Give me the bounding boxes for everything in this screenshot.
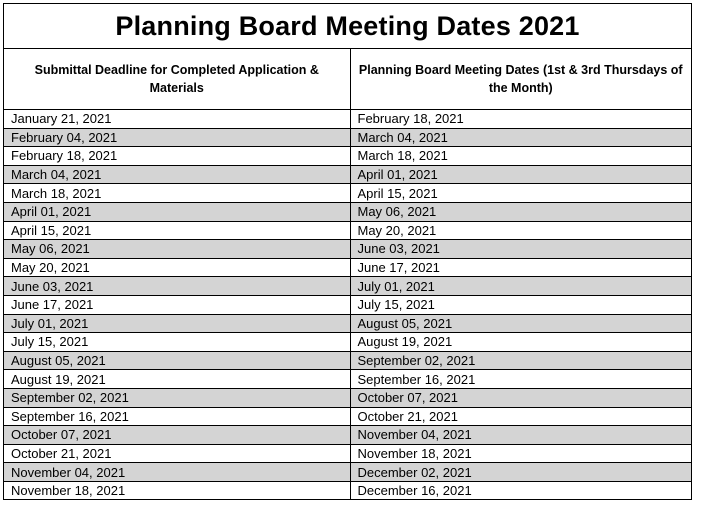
deadline-cell: May 06, 2021 (4, 240, 351, 259)
table-body (4, 110, 692, 500)
table-row (4, 202, 692, 221)
table-row (4, 184, 692, 203)
meeting-date-cell: March 18, 2021 (350, 147, 692, 166)
deadline-cell: November 04, 2021 (4, 463, 351, 482)
deadline-cell: August 05, 2021 (4, 351, 351, 370)
deadline-cell: October 07, 2021 (4, 426, 351, 445)
meeting-date-cell: September 16, 2021 (350, 370, 692, 389)
meeting-dates-table (3, 3, 692, 500)
deadline-cell: February 18, 2021 (4, 147, 351, 166)
page-title: Planning Board Meeting Dates 2021 (4, 4, 692, 49)
meeting-date-cell: November 18, 2021 (350, 444, 692, 463)
meeting-date-cell: July 01, 2021 (350, 277, 692, 296)
deadline-cell: September 16, 2021 (4, 407, 351, 426)
table-row (4, 128, 692, 147)
table-row (4, 351, 692, 370)
table-row (4, 147, 692, 166)
column-header-meeting: Planning Board Meeting Dates (1st & 3rd Thursdays of the Month) (350, 49, 692, 110)
table-row (4, 314, 692, 333)
meeting-date-cell: April 15, 2021 (350, 184, 692, 203)
deadline-cell: July 01, 2021 (4, 314, 351, 333)
meeting-date-cell: October 07, 2021 (350, 388, 692, 407)
meeting-date-cell: July 15, 2021 (350, 295, 692, 314)
meeting-date-cell: August 19, 2021 (350, 333, 692, 352)
table-row (4, 277, 692, 296)
deadline-cell: May 20, 2021 (4, 258, 351, 277)
meeting-date-cell: April 01, 2021 (350, 165, 692, 184)
meeting-date-cell: December 16, 2021 (350, 481, 692, 500)
table-row (4, 258, 692, 277)
deadline-cell: April 01, 2021 (4, 202, 351, 221)
deadline-cell: April 15, 2021 (4, 221, 351, 240)
meeting-date-cell: June 03, 2021 (350, 240, 692, 259)
title-row (4, 4, 692, 49)
table-row (4, 463, 692, 482)
deadline-cell: January 21, 2021 (4, 110, 351, 129)
deadline-cell: July 15, 2021 (4, 333, 351, 352)
meeting-date-cell: February 18, 2021 (350, 110, 692, 129)
meeting-date-cell: August 05, 2021 (350, 314, 692, 333)
deadline-cell: June 17, 2021 (4, 295, 351, 314)
meeting-date-cell: May 20, 2021 (350, 221, 692, 240)
deadline-cell: March 18, 2021 (4, 184, 351, 203)
header-row (4, 49, 692, 110)
table-row (4, 295, 692, 314)
table-row (4, 388, 692, 407)
table-row (4, 221, 692, 240)
column-header-deadline: Submittal Deadline for Completed Application & Materials (4, 49, 351, 110)
table-row (4, 426, 692, 445)
deadline-cell: March 04, 2021 (4, 165, 351, 184)
meeting-date-cell: June 17, 2021 (350, 258, 692, 277)
table-row (4, 110, 692, 129)
deadline-cell: August 19, 2021 (4, 370, 351, 389)
table-row (4, 165, 692, 184)
deadline-cell: September 02, 2021 (4, 388, 351, 407)
table-row (4, 333, 692, 352)
meeting-dates-sheet (3, 3, 692, 500)
table-row (4, 444, 692, 463)
meeting-date-cell: November 04, 2021 (350, 426, 692, 445)
table-row (4, 240, 692, 259)
table-row (4, 370, 692, 389)
meeting-date-cell: October 21, 2021 (350, 407, 692, 426)
meeting-date-cell: September 02, 2021 (350, 351, 692, 370)
deadline-cell: November 18, 2021 (4, 481, 351, 500)
deadline-cell: October 21, 2021 (4, 444, 351, 463)
deadline-cell: June 03, 2021 (4, 277, 351, 296)
deadline-cell: February 04, 2021 (4, 128, 351, 147)
meeting-date-cell: May 06, 2021 (350, 202, 692, 221)
table-row (4, 481, 692, 500)
meeting-date-cell: December 02, 2021 (350, 463, 692, 482)
table-row (4, 407, 692, 426)
meeting-date-cell: March 04, 2021 (350, 128, 692, 147)
